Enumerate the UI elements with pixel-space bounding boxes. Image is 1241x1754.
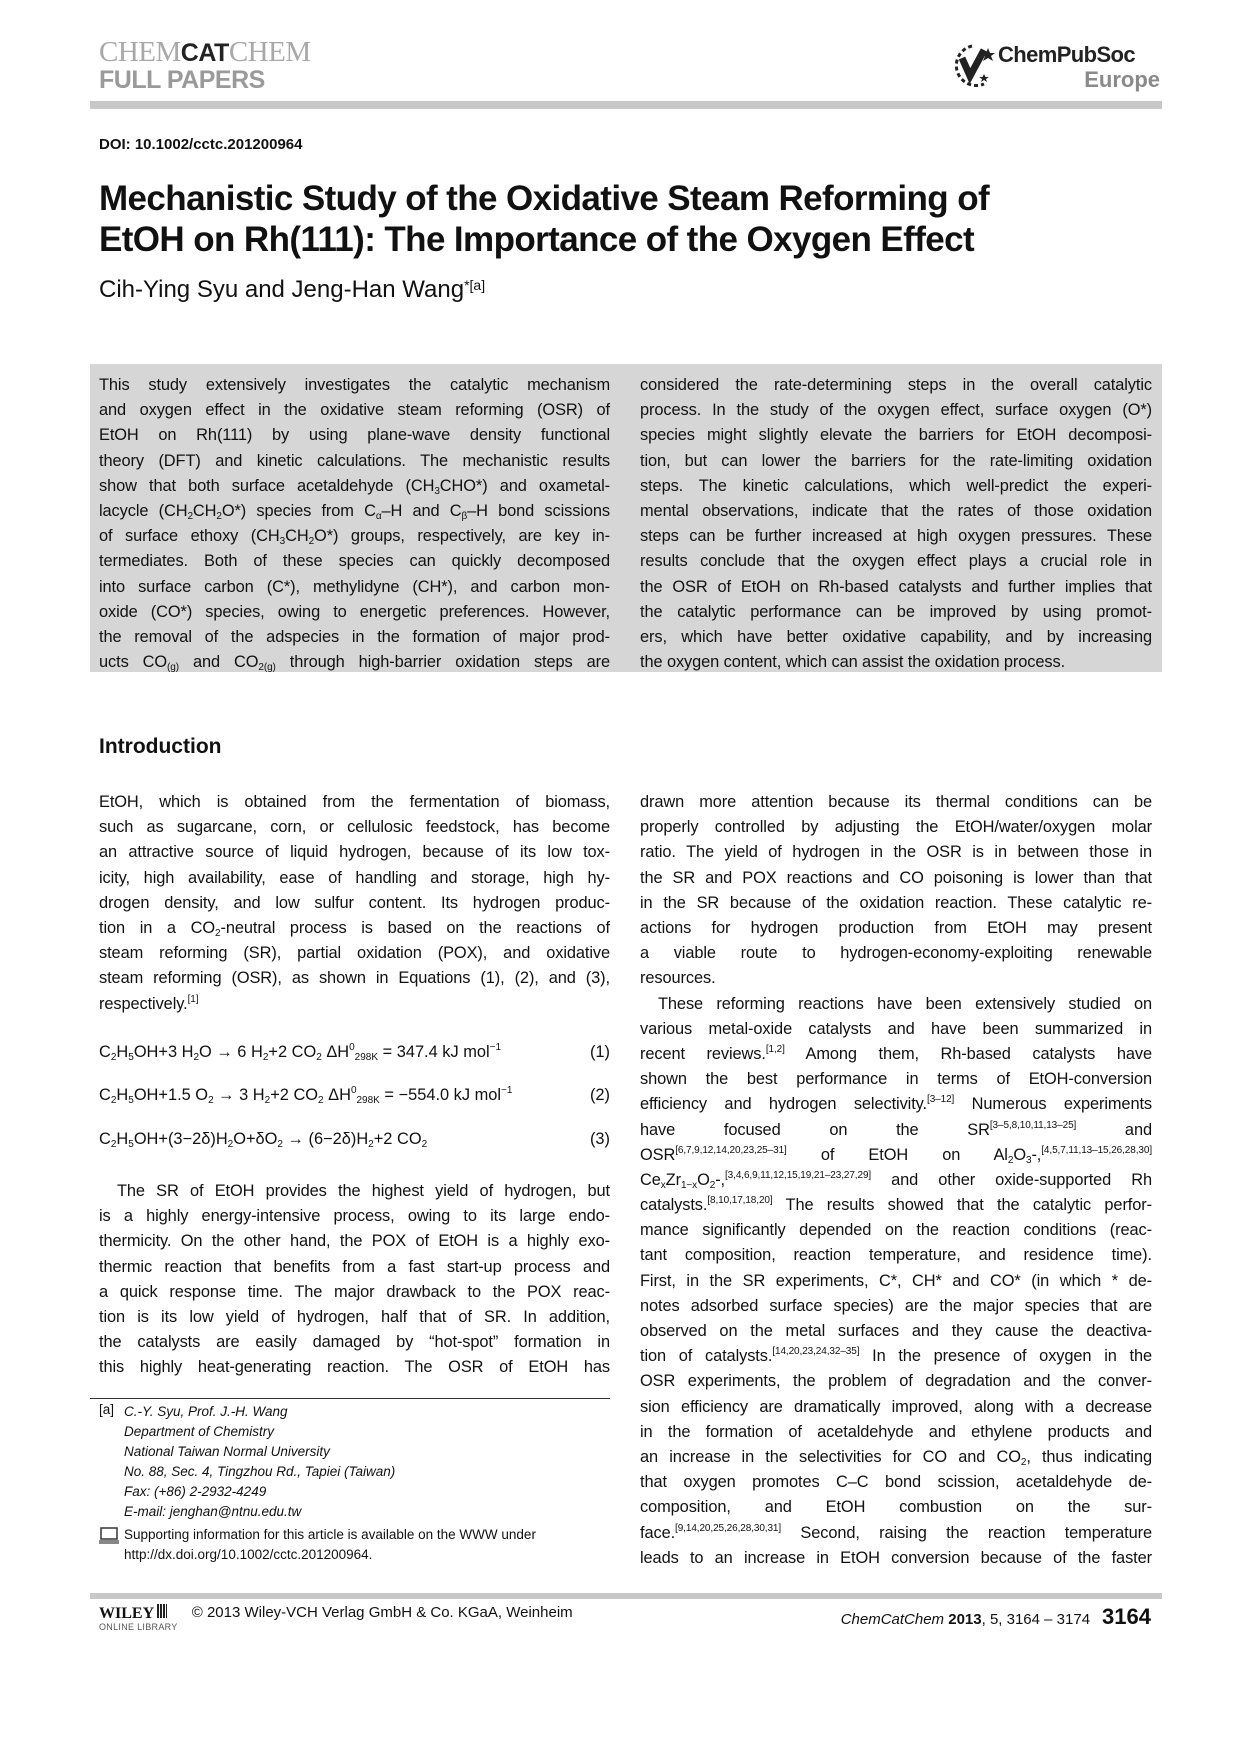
text-line (640, 1168, 1152, 1193)
text-run: the SR and POX reactions and CO poisoning is lower than that (640, 868, 1152, 887)
text-line (640, 650, 1152, 675)
text-run: +2 CO (270, 1086, 319, 1104)
text-run: show that both surface acetaldehyde (CH (99, 476, 435, 495)
text-run: drogen density, and low sulfur content. Its hydrogen produc- (99, 893, 610, 912)
publisher-logo (950, 40, 1165, 95)
text-line (640, 1369, 1152, 1394)
text-run: of EtOH on Al (786, 1145, 1008, 1164)
text-run: ΔH (321, 1043, 350, 1061)
text-run: C (99, 1043, 111, 1061)
text-run: , thus indicating (1026, 1447, 1152, 1466)
footnote-line: National Taiwan Normal University (124, 1444, 330, 1459)
author-names: Cih-Ying Syu and Jeng-Han Wang (99, 276, 465, 303)
text-line (99, 625, 610, 650)
supporting-info-text: Supporting information for this article is available on the WWW under (124, 1527, 536, 1542)
text-run: the removal of the adspecies in the formation of major prod- (99, 627, 610, 646)
text-run: ers, which have better oxidative capability, and by increasing (640, 627, 1152, 646)
text-line (99, 815, 610, 840)
text-run: in the formation of acetaldehyde and ethylene products and (640, 1422, 1152, 1441)
superscript-reference[interactable]: [3–5,8,10,11,13–25] (989, 1119, 1077, 1131)
page-number: 3164 (1102, 1604, 1151, 1629)
text-line (99, 966, 610, 991)
text-line (99, 373, 610, 398)
equation-number: (3) (589, 1130, 610, 1148)
text-run: mance significantly depended on the reaction conditions (reac- (640, 1221, 1152, 1240)
text-line (99, 1229, 610, 1254)
subscript: 2 (110, 1139, 117, 1150)
text-run: Ce (640, 1170, 661, 1189)
subscript: 2(g) (258, 662, 276, 674)
text-run: steps can be further increased at high oxygen pressures. These (640, 527, 1152, 546)
footnote-line[interactable]: E-mail: jenghan@ntnu.edu.tw (124, 1504, 302, 1519)
text-line (99, 840, 610, 865)
text-line (640, 373, 1152, 398)
text-run: and CO (178, 653, 259, 672)
text-run: steps. The kinetic calculations, which well-predict the experi- (640, 476, 1152, 495)
intro-left-paragraph-2 (99, 1179, 610, 1381)
text-line (99, 449, 610, 474)
text-run: EtOH, which is obtained from the fermentation of biomass, (99, 793, 610, 811)
text-line (640, 1521, 1152, 1546)
subscript: 2 (368, 1139, 374, 1150)
text-line (99, 549, 610, 574)
text-line (640, 1395, 1152, 1420)
text-run: leads to an increase in EtOH conversion because of the faster (640, 1548, 1152, 1567)
subscript: 2 (208, 1095, 214, 1106)
text-line (640, 1269, 1152, 1294)
text-run: –H and C (381, 501, 462, 520)
text-run: that oxygen promotes C–C bond scission, acetaldehyde de- (640, 1473, 1152, 1492)
text-line (99, 423, 610, 448)
text-run: a viable route to hydrogen-economy-exploiting renewable (640, 944, 1152, 963)
text-line (640, 1420, 1152, 1445)
text-line (99, 866, 610, 891)
text-line (640, 1067, 1152, 1092)
subscript: β (461, 510, 468, 522)
text-run: OH+1.5 O (133, 1086, 209, 1104)
text-line (640, 549, 1152, 574)
text-run: In the presence of oxygen in the (859, 1347, 1152, 1366)
text-run: and oxygen effect in the oxidative steam reforming (OSR) of (99, 401, 610, 420)
subscript: 2 (1007, 1154, 1014, 1166)
wiley-logo (99, 1604, 178, 1633)
text-line (640, 1143, 1152, 1168)
text-run: the OSR of EtOH on Rh-based catalysts and further implies that (640, 577, 1152, 596)
text-run: drawn more attention because its thermal conditions can be (640, 793, 1152, 811)
subscript: 2 (316, 1052, 322, 1063)
text-run: have focused on the SR (640, 1120, 990, 1139)
footer-rule (90, 1593, 1162, 1599)
text-line (640, 1017, 1152, 1042)
copyright: © 2013 Wiley-VCH Verlag GmbH & Co. KGaA, Weinheim (191, 1604, 573, 1621)
publisher-name: ChemPubSoc (998, 42, 1136, 67)
chempubsoc-star-icon (950, 40, 996, 92)
text-run: OSR (640, 1145, 676, 1164)
text-line (99, 524, 610, 549)
text-run: an increase in the selectivities for CO and CO (640, 1447, 1021, 1466)
text-run: a quick response time. The major drawback to the POX reac- (99, 1282, 610, 1301)
text-run: OH+(3−2δ)H (133, 1130, 228, 1148)
text-line (640, 815, 1152, 840)
text-run: Among them, Rh-based catalysts have (784, 1044, 1152, 1063)
text-run: The SR of EtOH provides the highest yield of hydrogen, but (117, 1182, 610, 1200)
text-line (99, 1280, 610, 1305)
text-run: C (99, 1086, 111, 1104)
journal-name-post: CHEM (228, 36, 311, 68)
text-run: steam reforming (SR), partial oxidation (POX), and oxidative (99, 944, 610, 963)
text-run: considered the rate-determining steps in the overall catalytic (640, 376, 1152, 394)
text-run: notes adsorbed surface species) are the major species that are (640, 1296, 1152, 1315)
wiley-logo-text: WILEY (99, 1605, 155, 1622)
subscript: 5 (128, 1139, 134, 1150)
online-library-text: ONLINE LIBRARY (99, 1622, 178, 1632)
text-line (640, 916, 1152, 941)
subscript: 2 (421, 1139, 428, 1150)
text-line (640, 1243, 1152, 1268)
subscript: 2 (187, 510, 193, 522)
subscript: x (660, 1179, 666, 1191)
text-line (640, 499, 1152, 524)
text-line (640, 1218, 1152, 1243)
text-run: an attractive source of liquid hydrogen, because of its low tox- (99, 843, 610, 862)
text-run: CH (192, 501, 217, 520)
text-line (99, 916, 610, 941)
superscript-reference: −1 (501, 1085, 513, 1096)
text-run: → 3 H (213, 1086, 265, 1104)
subscript: 1−x (680, 1179, 698, 1191)
text-line (99, 1330, 610, 1355)
footnote-line: No. 88, Sec. 4, Tingzhou Rd., Tapiei (Taiwan) (124, 1464, 396, 1479)
subscript: 2 (308, 536, 315, 548)
text-run: species might slightly elevate the barriers for EtOH decomposi- (640, 426, 1152, 445)
superscript-reference: −1 (489, 1042, 502, 1053)
text-run: mental observations, indicate that the rates of those oxidation (640, 501, 1152, 520)
text-line (99, 474, 610, 499)
text-run: tion in a CO (99, 918, 215, 937)
superscript-reference: 0 (349, 1042, 355, 1053)
text-run: EtOH on Rh(111) by using plane-wave density functional (99, 426, 610, 445)
text-run: H (116, 1043, 129, 1061)
subscript: 298K (356, 1095, 380, 1106)
footer-year: 2013 (948, 1611, 982, 1628)
books-icon (157, 1604, 167, 1618)
text-run: face. (640, 1523, 676, 1542)
text-run: lacycle (CH (99, 501, 188, 520)
text-run: various metal-oxide catalysts and have been summarized in (640, 1019, 1152, 1038)
footnote-label: [a] (99, 1402, 115, 1417)
text-run: OH+3 H (133, 1043, 194, 1061)
subscript: 2 (709, 1179, 716, 1191)
subscript: 2 (216, 510, 222, 522)
text-run: +2 CO (373, 1130, 422, 1148)
text-line (640, 1042, 1152, 1067)
text-run: is a highly energy-intensive process, owing to its large endo- (99, 1207, 610, 1226)
text-line (640, 866, 1152, 891)
text-run: and other oxide-supported Rh (871, 1170, 1152, 1189)
text-line (99, 575, 610, 600)
footer-volume-pages: , 5, 3164 – 3174 (981, 1611, 1091, 1628)
equation-1 (99, 1039, 610, 1065)
text-run: O*) species from C (221, 501, 376, 520)
abstract-right-column (640, 373, 1152, 675)
text-run: ΔH (323, 1086, 351, 1104)
footnote-line: C.-Y. Syu, Prof. J.-H. Wang (124, 1404, 288, 1419)
text-run: The results showed that the catalytic perfor- (772, 1196, 1152, 1215)
text-run: ucts CO (99, 653, 168, 672)
subscript: 2 (193, 1052, 200, 1063)
text-line (99, 1204, 610, 1229)
affiliation-mark[interactable]: *[a] (464, 277, 486, 293)
subscript: 2 (318, 1095, 324, 1106)
text-run: tant composition, reaction temperature, and residence time). (640, 1246, 1152, 1265)
text-run: → (6−2δ)H (282, 1130, 369, 1148)
text-run: the oxygen content, which can assist the oxidation process. (640, 653, 1066, 672)
text-run: oxide (CO*) species, owing to energetic preferences. However, (99, 602, 610, 621)
subscript: 3 (279, 536, 286, 548)
subscript: 5 (128, 1095, 134, 1106)
text-run: Numerous experiments (954, 1095, 1153, 1114)
subscript: 3 (434, 485, 440, 497)
text-line (99, 499, 610, 524)
text-run: thermic reaction that benefits from a fast start-up process and (99, 1257, 610, 1276)
text-run: O → 6 H (199, 1043, 263, 1061)
subscript: 2 (262, 1052, 269, 1063)
text-run: into surface carbon (C*), methylidyne (CH*), and carbon mon- (99, 577, 610, 596)
affiliation-footnote (99, 1402, 619, 1522)
doi[interactable]: DOI: 10.1002/cctc.201200964 (99, 136, 303, 153)
text-line (640, 1470, 1152, 1495)
footer-citation (841, 1604, 1151, 1630)
intro-left-paragraph-1 (99, 790, 610, 1017)
text-run: recent reviews. (640, 1044, 766, 1063)
text-run: First, in the SR experiments, C*, CH* and CO* (in which * de- (640, 1271, 1152, 1290)
text-line (640, 474, 1152, 499)
text-line (640, 966, 1152, 991)
subscript: (g) (167, 662, 179, 674)
text-run: O*) groups, respectively, are key in- (314, 527, 611, 546)
authors (99, 276, 485, 304)
superscript-reference[interactable]: [14,20,23,24,32–35] (772, 1346, 860, 1358)
text-run: resources. (640, 969, 716, 988)
intro-right-paragraph-1 (640, 790, 1152, 992)
title-line-2: EtOH on Rh(111): The Importance of the Oxygen Effect (99, 220, 975, 259)
text-line (640, 1344, 1152, 1369)
text-line (640, 575, 1152, 600)
text-run: icity, high availability, ease of handling and storage, high hy- (99, 868, 610, 887)
equation-2 (99, 1082, 610, 1108)
text-line (99, 1179, 610, 1204)
subscript: 2 (215, 927, 221, 939)
text-run: -, (1031, 1145, 1042, 1164)
text-run: Second, raising the reaction temperature (781, 1523, 1152, 1542)
text-line (640, 891, 1152, 916)
footnote-line: Fax: (+86) 2-2932-4249 (124, 1484, 267, 1499)
text-run: These reforming reactions have been extensively studied on (658, 994, 1152, 1013)
subscript: 2 (227, 1139, 234, 1150)
text-run: steam reforming (OSR), as shown in Equations (1), (2), and (3), (99, 969, 610, 988)
text-line (99, 941, 610, 966)
text-run: tion is its low yield of hydrogen, half that of SR. In addition, (99, 1307, 610, 1326)
superscript-reference[interactable]: [1] (187, 993, 199, 1005)
text-line (640, 625, 1152, 650)
supporting-info-note (99, 1525, 536, 1565)
text-run: the catalytic performance can be improved by using promot- (640, 602, 1152, 621)
text-run: and (1076, 1120, 1152, 1139)
text-run: actions for hydrogen production from EtOH may present (640, 918, 1152, 937)
subscript: 2 (264, 1095, 271, 1106)
text-line (640, 449, 1152, 474)
supporting-info-link[interactable]: http://dx.doi.org/10.1002/cctc.201200964. (124, 1547, 373, 1562)
subscript: 2 (277, 1139, 283, 1150)
text-run: the catalysts are easily damaged by “hot-spot” formation in (99, 1333, 610, 1352)
text-run: process. In the study of the oxygen effect, surface oxygen (O*) (640, 401, 1152, 420)
text-line (99, 1355, 610, 1380)
text-line (99, 1255, 610, 1280)
text-run: OSR experiments, the problem of degradation and the conver- (640, 1372, 1152, 1391)
intro-right-paragraph-2 (640, 992, 1152, 1571)
superscript-reference[interactable]: [3,4,6,9,11,12,15,19,21–23,27,29] (725, 1169, 872, 1181)
text-line (640, 600, 1152, 625)
text-run: C (99, 1130, 111, 1148)
text-run: = 347.4 kJ mol (378, 1043, 490, 1061)
journal-name (99, 36, 311, 69)
computer-icon (99, 1527, 119, 1545)
text-line (640, 941, 1152, 966)
superscript-reference[interactable]: [8,10,17,18,20] (707, 1195, 773, 1207)
text-line (99, 992, 610, 1017)
text-run: CH (285, 527, 309, 546)
text-line (640, 1319, 1152, 1344)
text-run: O+δO (233, 1130, 278, 1148)
text-run: This study extensively investigates the catalytic mechanism (99, 376, 610, 394)
journal-name-pre: CHEM (99, 36, 181, 68)
text-run: such as sugarcane, corn, or cellulosic feedstock, has become (99, 818, 610, 837)
text-run: CHO*) and oxametal- (439, 476, 610, 495)
text-line (640, 1193, 1152, 1218)
superscript-reference[interactable]: [6,7,9,12,14,20,23,25–31] (675, 1144, 787, 1156)
footer-journal: ChemCatChem (840, 1611, 945, 1628)
text-run: this highly heat-generating reaction. The OSR of EtOH has (99, 1358, 610, 1377)
text-line (640, 398, 1152, 423)
text-line (640, 992, 1152, 1017)
text-run: properly controlled by adjusting the EtOH/water/oxygen molar (640, 818, 1152, 837)
text-run: H (116, 1130, 129, 1148)
text-run: tion of catalysts. (640, 1347, 773, 1366)
text-line (640, 1546, 1152, 1571)
text-line (640, 1118, 1152, 1143)
footer-left (99, 1604, 573, 1633)
footnote-line: Department of Chemistry (124, 1424, 275, 1439)
subscript: α (375, 510, 382, 522)
text-line (640, 790, 1152, 815)
text-run: through high-barrier oxidation steps are (275, 653, 611, 672)
text-run: composition, and EtOH combustion on the sur- (640, 1498, 1152, 1517)
text-line (99, 650, 610, 675)
text-line (640, 1294, 1152, 1319)
text-run: catalysts. (640, 1196, 708, 1215)
text-run: +2 CO (268, 1043, 317, 1061)
text-run: = −554.0 kJ mol (379, 1086, 502, 1104)
equation-number: (2) (589, 1086, 610, 1104)
equation-3 (99, 1126, 610, 1152)
text-run: sion efficiency are dramatically improved, along with a decrease (640, 1397, 1152, 1416)
text-line (640, 1445, 1152, 1470)
text-line (640, 1495, 1152, 1520)
text-run: termediates. Both of these species can quickly decomposed (99, 552, 610, 571)
subscript: 2 (110, 1095, 117, 1106)
subscript: 2 (1020, 1456, 1027, 1468)
text-run: -neutral process is based on the reactions of (220, 918, 610, 937)
text-line (99, 891, 610, 916)
text-run: observed on the metal surfaces and they cause the deactiva- (640, 1322, 1152, 1341)
subscript: 5 (128, 1052, 134, 1063)
superscript-reference[interactable]: [4,5,7,11,13–15,26,28,30] (1041, 1144, 1152, 1156)
text-run: O (697, 1170, 710, 1189)
subscript: 298K (354, 1052, 379, 1063)
text-run: efficiency and hydrogen selectivity. (640, 1095, 928, 1114)
superscript-reference[interactable]: [9,14,20,25,26,28,30,31] (675, 1522, 782, 1534)
text-run: O (1013, 1145, 1026, 1164)
footnote-rule (90, 1398, 610, 1399)
section-heading-introduction: Introduction (99, 735, 222, 758)
subscript: 3 (1025, 1154, 1032, 1166)
text-line (640, 423, 1152, 448)
superscript-reference[interactable]: [3–12] (927, 1094, 955, 1106)
header-rule (90, 101, 1162, 109)
title-line-1: Mechanistic Study of the Oxidative Steam Reforming of (99, 179, 990, 218)
text-line (640, 1092, 1152, 1117)
text-run: Zr (665, 1170, 681, 1189)
text-line (640, 524, 1152, 549)
superscript-reference[interactable]: [1,2] (765, 1043, 785, 1055)
text-run: in the SR because of the oxidation reaction. These catalytic re- (640, 893, 1152, 912)
text-run: –H bond scissions (467, 501, 610, 520)
text-run: H (116, 1086, 129, 1104)
text-line (640, 840, 1152, 865)
text-run: ratio. The yield of hydrogen in the OSR is in between those in (640, 843, 1152, 862)
text-run: thermicity. On the other hand, the POX of EtOH is a highly exo- (99, 1232, 610, 1251)
text-line (99, 790, 610, 815)
text-line (99, 600, 610, 625)
abstract-left-column (99, 373, 610, 675)
text-run: tion, but can lower the barriers for the rate-limiting oxidation (640, 451, 1152, 470)
text-run: results conclude that the oxygen effect plays a crucial role in (640, 552, 1152, 571)
publisher-region: Europe (1084, 67, 1160, 92)
text-run: theory (DFT) and kinetic calculations. The mechanistic results (99, 451, 610, 470)
text-line (99, 1305, 610, 1330)
text-run: -, (715, 1170, 725, 1189)
text-run: respectively. (99, 994, 188, 1013)
journal-name-cat: CAT (180, 39, 229, 67)
text-run: of surface ethoxy (CH (99, 527, 280, 546)
subscript: 2 (110, 1052, 117, 1063)
superscript-reference: 0 (350, 1085, 357, 1096)
article-title (99, 178, 1179, 260)
section-type: FULL PAPERS (99, 66, 265, 94)
text-run: shown the best performance in terms of EtOH-conversion (640, 1070, 1152, 1089)
equation-number: (1) (589, 1043, 610, 1061)
text-line (99, 398, 610, 423)
